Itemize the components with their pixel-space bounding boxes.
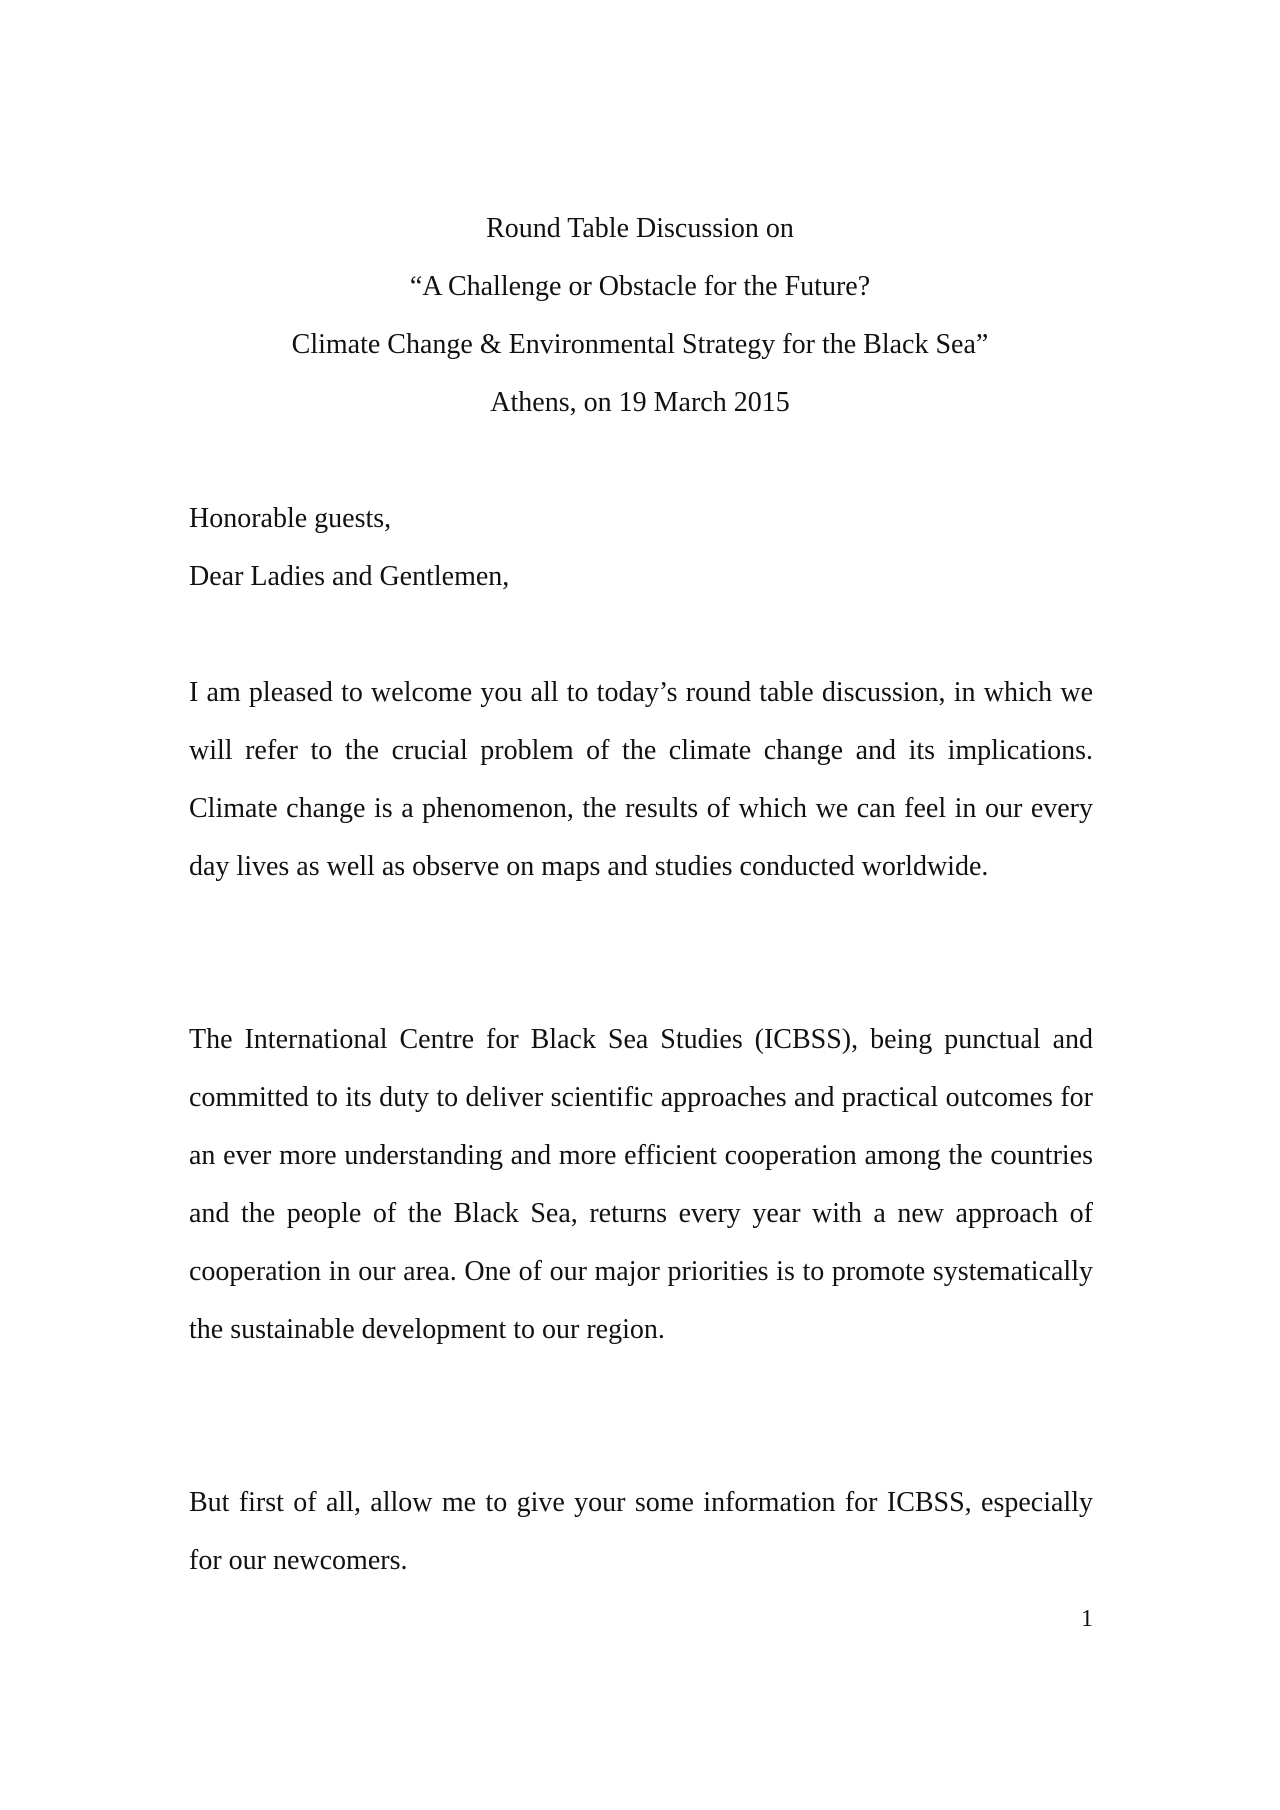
- page-number: 1: [1081, 1606, 1093, 1632]
- paragraph-icbss-mission: The International Centre for Black Sea Studies (ICBSS), being punctual and committed to its duty to deliver scientific approaches and practical outcomes for an ever more understanding and more efficient cooperation among the countries and the people of the Black Sea, returns every year with a new approach of cooperation in our area. One of our major priorities is to promote systematically the sustainable development to our region.: [189, 1024, 1093, 1345]
- paragraph-welcome: I am pleased to welcome you all to today’s round table discussion, in which we will refer to the crucial problem of the climate change and its implications. Climate change is a phenomenon, the results of which we can feel in our every day lives as well as observe on maps and studies conducted worldwide.: [189, 677, 1093, 882]
- document-heading: [0, 200, 1280, 432]
- salutation: [189, 490, 1093, 606]
- heading-event-title: Round Table Discussion on: [486, 213, 794, 244]
- heading-topic-line-2: Climate Change & Environmental Strategy for the Black Sea”: [291, 329, 989, 360]
- paragraph-icbss-intro: But first of all, allow me to give your some information for ICBSS, especially for our newcomers.: [189, 1487, 1093, 1576]
- heading-place-date: Athens, on 19 March 2015: [490, 387, 790, 418]
- salutation-guests: Honorable guests,: [189, 503, 392, 534]
- salutation-ladies-gentlemen: Dear Ladies and Gentlemen,: [189, 561, 510, 592]
- heading-topic-line-1: “A Challenge or Obstacle for the Future?: [409, 271, 871, 302]
